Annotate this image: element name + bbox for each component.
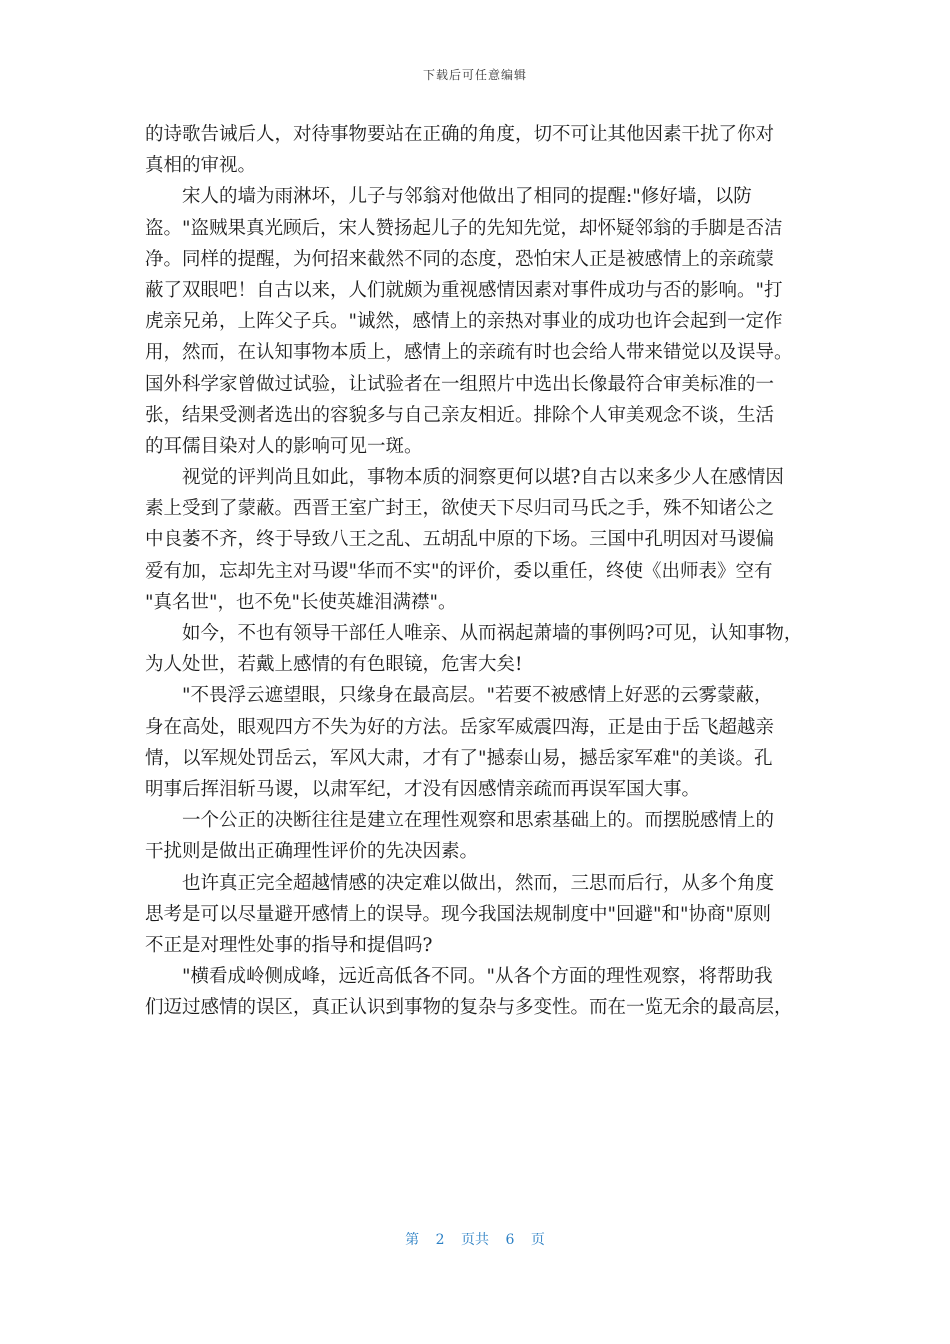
text-line: 张，结果受测者选出的容貌多与自己亲友相近。排除个人审美观念不谈，生活	[145, 404, 775, 426]
text-line: 素上受到了蒙蔽。西晋王室广封王，欲使天下尽归司马氏之手，殊不知诸公之	[145, 498, 775, 520]
text-line: 的诗歌告诫后人，对待事物要站在正确的角度，切不可让其他因素干扰了你对	[145, 124, 775, 145]
text-line: 爱有加，忘却先主对马谡"华而不实"的评价，委以重任，终使《出师表》空有	[145, 560, 773, 582]
footer-prefix: 第	[405, 1232, 420, 1248]
text-line: 视觉的评判尚且如此，事物本质的洞察更何以堪?自古以来多少人在感情因	[182, 467, 784, 489]
text-line: 情，以军规处罚岳云，军风大肃，才有了"撼泰山易，撼岳家军难"的美谈。孔	[145, 747, 773, 769]
footer-current-page: 2	[435, 1232, 445, 1248]
text-line: 中良萎不齐，终于导致八王之乱、五胡乱中原的下场。三国中孔明因对马谡偏	[145, 529, 775, 551]
text-line: 为人处世，若戴上感情的有色眼镜，危害大矣!	[145, 654, 523, 676]
text-line: 宋人的墙为雨淋坏，儿子与邻翁对他做出了相同的提醒:"修好墙，以防	[182, 186, 752, 208]
text-line: 思考是可以尽量避开感情上的误导。现今我国法规制度中"回避"和"协商"原则	[145, 903, 772, 925]
text-line: "横看成岭侧成峰，远近高低各不同。"从各个方面的理性观察，将帮助我	[182, 966, 773, 988]
text-line: 国外科学家曾做过试验，让试验者在一组照片中选出长像最符合审美标准的一	[145, 373, 775, 395]
text-line: 用，然而，在认知事物本质上，感情上的亲疏有时也会给人带来错觉以及误导。	[145, 342, 793, 364]
text-line: 净。同样的提醒，为何招来截然不同的态度，恐怕宋人正是被感情上的亲疏蒙	[145, 248, 775, 270]
footer-middle: 页共	[461, 1232, 489, 1248]
text-line: 也许真正完全超越情感的决定难以做出，然而，三思而后行，从多个角度	[182, 872, 775, 894]
text-line: 一个公正的决断往往是建立在理性观察和思索基础上的。而摆脱感情上的	[182, 810, 775, 832]
footer-total-pages: 6	[505, 1232, 515, 1248]
page-footer	[0, 1229, 950, 1249]
text-line: 如今，不也有领导干部任人唯亲、从而祸起萧墙的事例吗?可见，认知事物，	[182, 623, 803, 644]
text-line: 身在高处，眼观四方不失为好的方法。岳家军威震四海，正是由于岳飞超越亲	[145, 716, 775, 738]
document-body	[145, 119, 825, 1023]
text-line: 不正是对理性处事的指导和提倡吗?	[145, 934, 433, 956]
text-line: "不畏浮云遮望眼，只缘身在最高层。"若要不被感情上好恶的云雾蒙蔽，	[182, 685, 773, 707]
text-line: 虎亲兄弟，上阵父子兵。"诚然，感情上的亲热对事业的成功也许会起到一定作	[145, 311, 783, 333]
footer-suffix: 页	[530, 1232, 545, 1248]
text-line: 明事后挥泪斩马谡，以肃军纪，才没有因感情亲疏而再误军国大事。	[145, 778, 701, 800]
text-line: 们迈过感情的误区，真正认识到事物的复杂与多变性。而在一览无余的最高层，	[145, 997, 793, 1019]
text-line: 盗。"盗贼果真光顾后，宋人赞扬起儿子的先知先觉，却怀疑邻翁的手脚是否洁	[145, 217, 783, 239]
text-line: 蔽了双眼吧！自古以来，人们就颇为重视感情因素对事件成功与否的影响。"打	[145, 279, 783, 301]
text-line: 干扰则是做出正确理性评价的先决因素。	[145, 841, 479, 863]
page-header: 下载后可任意编辑	[422, 68, 527, 82]
text-line: "真名世"，也不免"长使英雄泪满襟"。	[145, 591, 457, 613]
text-line: 真相的审视。	[145, 155, 257, 177]
text-line: 的耳儒目染对人的影响可见一斑。	[145, 435, 423, 457]
